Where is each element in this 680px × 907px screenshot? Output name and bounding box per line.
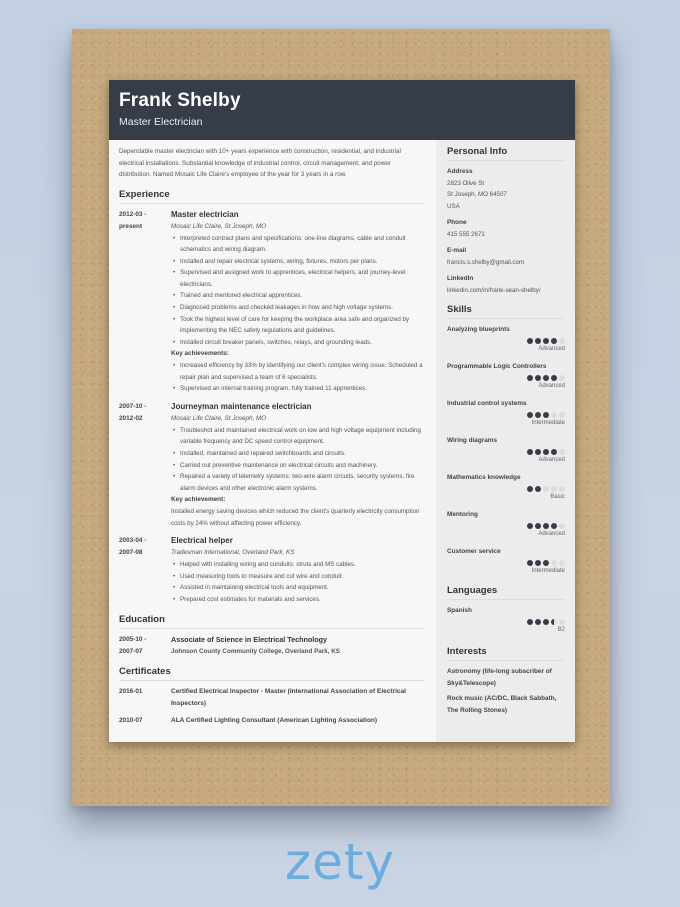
edu-school: Johnson County Community College, Overland Park, KS xyxy=(171,647,340,655)
rated-item xyxy=(447,472,565,503)
email-value: francis.s.shelby@gmail.com xyxy=(447,258,525,266)
certificate-entry xyxy=(119,715,424,727)
date-end: present xyxy=(119,222,143,230)
resume-page xyxy=(109,80,575,742)
sidebar xyxy=(436,140,575,742)
edu-degree: Associate of Science in Electrical Technology xyxy=(171,634,328,644)
job-dates xyxy=(119,209,171,395)
job-dates xyxy=(119,535,171,605)
date-start: 2007-10 - xyxy=(119,402,147,410)
rated-item xyxy=(447,605,565,636)
main-column xyxy=(109,140,436,742)
achievement-bullets xyxy=(171,360,424,395)
rated-item-level: Advanced xyxy=(538,383,565,389)
bullet: • Troubleshot and maintained electrical work on low and high voltage equipment including variable frequency and DC speed control equipment. xyxy=(171,425,424,448)
bullet: • Installed circuit breaker panels, switches, relays, and grounding leads. xyxy=(171,337,424,349)
job-entry xyxy=(119,535,424,605)
rated-item xyxy=(447,324,565,355)
rated-item xyxy=(447,398,565,429)
interest-item: Astronomy (life-long subscriber of Sky&Telescope) xyxy=(447,668,552,687)
rated-item-level: B2 xyxy=(557,627,565,633)
job-company: Mosaic Life Claire, St Joseph, MO xyxy=(171,414,267,422)
key-achievement-label: Key achievement: xyxy=(171,496,226,504)
rated-item xyxy=(447,361,565,392)
job-company: Mosaic Life Claire, St Joseph, MO xyxy=(171,222,267,230)
edu-date-start: 2005-10 - xyxy=(119,635,147,643)
zety-logo: zety xyxy=(284,833,396,891)
rating-dot-icon xyxy=(527,523,533,529)
bullet: • Interpreted contract plans and specifications: one-line diagrams, cable and conduit schematics and wiring diagram. xyxy=(171,233,424,256)
address-line: 2823 Olive St xyxy=(447,179,485,187)
date-start: 2012-03 - xyxy=(119,210,147,218)
rated-item-name: Programmable Logic Controllers xyxy=(447,363,547,370)
rating-dot-icon xyxy=(527,375,533,381)
key-achievements-label: Key achievements: xyxy=(171,350,229,358)
rated-item-level: Advanced xyxy=(538,457,565,463)
rated-item-name: Analyzing blueprints xyxy=(447,326,510,333)
cert-date: 2016-01 xyxy=(119,687,143,695)
job-bullets xyxy=(171,425,424,495)
interest-item: Rock music (AC/DC, Black Sabbath, The Rolling Stones) xyxy=(447,695,557,714)
job-title: Electrical helper xyxy=(171,536,233,546)
candidate-title: Master Electrician xyxy=(119,116,203,128)
rating-dot-icon xyxy=(527,338,533,344)
rated-item-name: Industrial control systems xyxy=(447,400,527,407)
personal-info-heading: Personal Info xyxy=(447,146,565,161)
edu-date-end: 2007-07 xyxy=(119,647,143,655)
cert-name: Certified Electrical Inspector - Master (International Association of Electrical Inspectors) xyxy=(171,687,406,707)
job-bullets xyxy=(171,233,424,349)
rated-item-level: Basic xyxy=(550,494,565,500)
rated-item-name: Mentoring xyxy=(447,511,478,518)
rated-item-level: Intermediate xyxy=(531,568,565,574)
rating-dot-icon xyxy=(527,449,533,455)
address-line: St Joseph, MO 64507 xyxy=(447,191,507,198)
bullet: • Helped with installing wiring and conduits: struts and MS cables. xyxy=(171,559,424,571)
summary: Dependable master electrician with 10+ years experience with construction, residential, and industrial electrical installations. Substantial knowledge of industrial control, circuit management, and power distribution. Named Mosaic Life Claire's employee of the year for 3 years in a row. xyxy=(119,148,401,178)
job-company: Tradesman International, Overland Park, KS xyxy=(171,549,295,557)
rating-dot-icon xyxy=(527,619,533,625)
cert-name: ALA Certified Lighting Consultant (American Lighting Association) xyxy=(171,716,378,724)
bullet: • Carried out preventive maintenance on electrical circuits and machinery. xyxy=(171,460,424,472)
linkedin-label: LinkedIn xyxy=(447,275,474,282)
address-line: USA xyxy=(447,202,460,210)
rated-item-name: Spanish xyxy=(447,607,472,614)
phone-label: Phone xyxy=(447,219,467,226)
education-heading: Education xyxy=(119,614,424,629)
address-label: Address xyxy=(447,168,473,175)
rating-dot-icon xyxy=(551,619,557,625)
experience-heading: Experience xyxy=(119,189,424,204)
rated-item-name: Wiring diagrams xyxy=(447,437,498,444)
bullet: • Installed, maintained and repaired switchboards and circuits. xyxy=(171,448,424,460)
rated-item-level: Intermediate xyxy=(531,420,565,426)
education-entry xyxy=(119,634,424,658)
rated-item xyxy=(447,435,565,466)
bullet: • Repaired a variety of telemetry systems: two-wire alarm circuits, security systems, fire alarm devices and other electronic alarm systems. xyxy=(171,471,424,494)
phone-value: 415 555 2671 xyxy=(447,230,485,238)
rated-item xyxy=(447,546,565,577)
rating-dot-icon xyxy=(543,619,549,625)
skills-list xyxy=(447,324,565,577)
date-end: 2007-08 xyxy=(119,549,143,557)
job-title: Master electrician xyxy=(171,209,239,219)
bullet: • Used measuring tools to measure and cut wire and conduit. xyxy=(171,571,424,583)
achievement-text: Installed energy saving devices which reduced the client's quarterly electricity consumption costs by 24% without affecting power efficiency. xyxy=(171,507,420,527)
rated-item-name: Mathematics knowledge xyxy=(447,474,521,481)
linkedin-value: linkedin.com/in/frank-sean-shelby/ xyxy=(447,286,541,294)
certificates-heading: Certificates xyxy=(119,666,424,681)
bullet: • Assisted in maintaining electrical tools and equipment. xyxy=(171,582,424,594)
job-entry xyxy=(119,401,424,529)
rated-item-level: Advanced xyxy=(538,346,565,352)
rating-dot-icon xyxy=(535,619,541,625)
skills-heading: Skills xyxy=(447,304,565,319)
bullet: • Supervised an internal training program, fully trained 11 apprentices. xyxy=(171,383,424,395)
rating-dot-icon xyxy=(535,486,541,492)
bullet: • Supervised and assigned work to apprentices, electrical helpers, and journey-level electricians. xyxy=(171,267,424,290)
bullet: • Took the highest level of care for keeping the workplace area safe and organized by implementing the NEC safety regulations and guidelines. xyxy=(171,314,424,337)
job-bullets xyxy=(171,559,424,605)
bullet: • Prepared cost estimates for materials and services. xyxy=(171,594,424,606)
certificate-entry xyxy=(119,686,424,710)
languages-list xyxy=(447,605,565,636)
bullet: • Increased efficiency by 33% by identifying our client's complex wiring issue. Scheduled a repair plan and supervised a team of 6 specialists. xyxy=(171,360,424,383)
rated-item xyxy=(447,509,565,540)
rated-item-level: Advanced xyxy=(538,531,565,537)
rating-dot-icon xyxy=(543,486,549,492)
bullet: • Trained and mentored electrical apprentices. xyxy=(171,290,424,302)
date-start: 2003-04 - xyxy=(119,537,147,545)
job-title: Journeyman maintenance electrician xyxy=(171,401,312,411)
bullet: • Installed and repair electrical systems, wiring, fixtures, motors per plans. xyxy=(171,256,424,268)
date-end: 2012-02 xyxy=(119,414,143,422)
languages-heading: Languages xyxy=(447,585,565,600)
interests-heading: Interests xyxy=(447,646,565,661)
job-dates xyxy=(119,401,171,529)
rated-item-name: Customer service xyxy=(447,548,501,555)
job-entry xyxy=(119,209,424,395)
bullet: • Diagnosed problems and checked leakages in how and high voltage systems. xyxy=(171,302,424,314)
email-label: E-mail xyxy=(447,247,467,254)
resume-header xyxy=(109,80,575,140)
candidate-name: Frank Shelby xyxy=(119,90,241,111)
cert-date: 2010-07 xyxy=(119,716,143,724)
rating-dot-icon xyxy=(527,486,533,492)
